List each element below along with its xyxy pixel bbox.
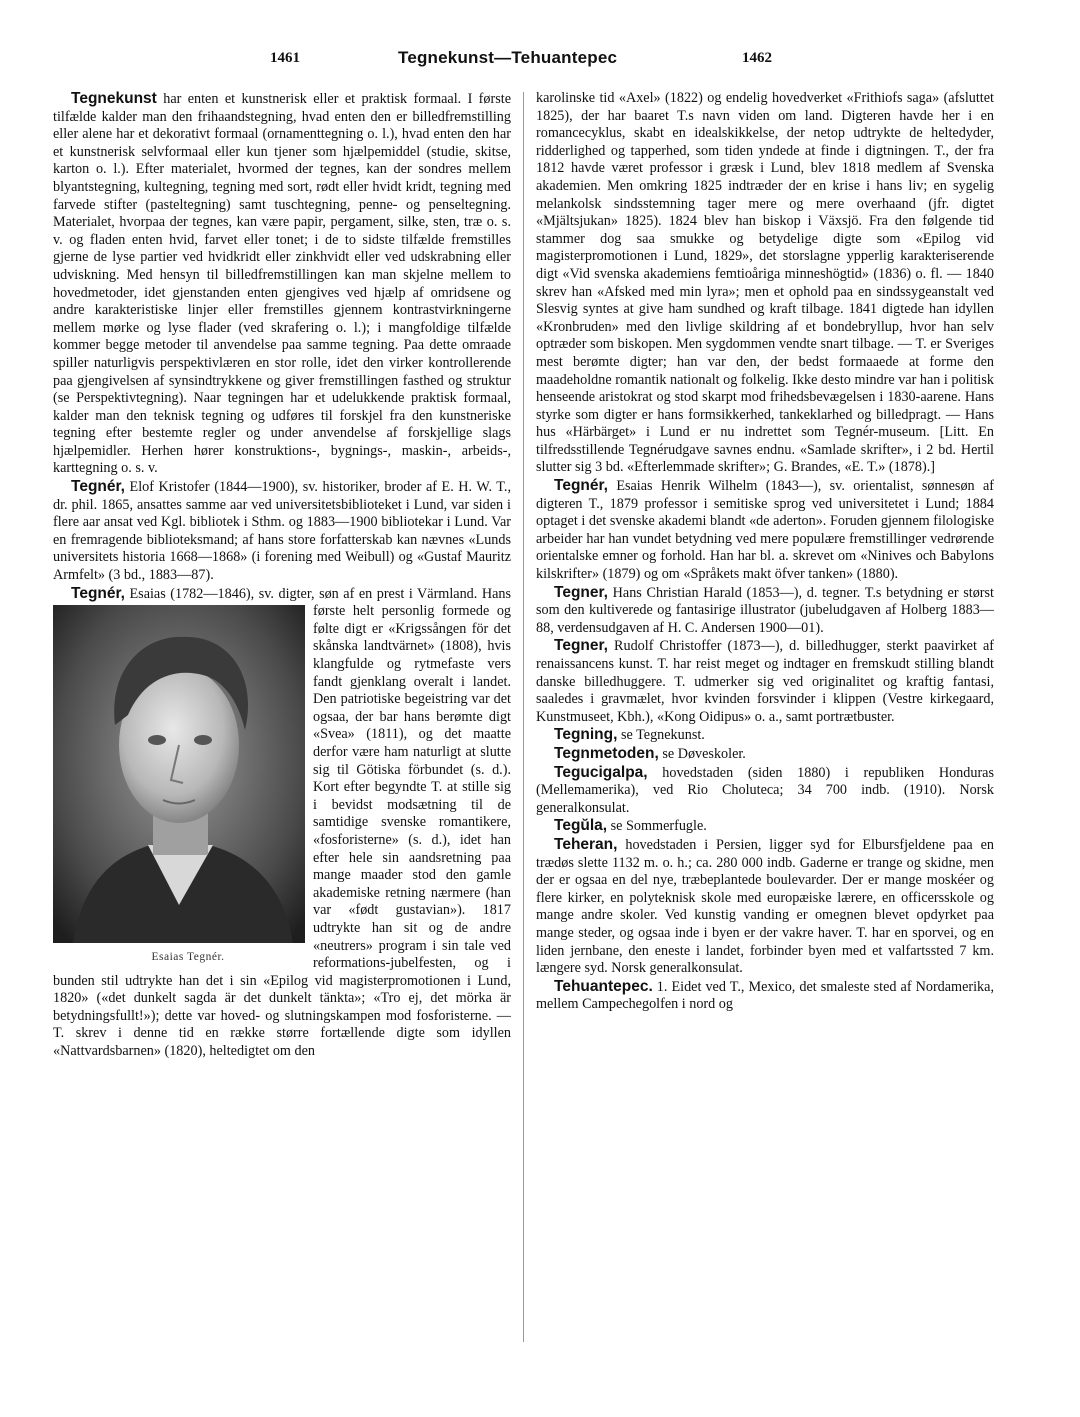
headword: Tegnér, [71, 584, 125, 602]
entry-tegner-esaias-henrik [536, 477, 994, 584]
entry-tegner-rudolf [536, 637, 994, 726]
headword: Tehuantepec. [554, 977, 653, 995]
entry-tegning [536, 726, 994, 745]
headword: Teheran, [554, 835, 618, 853]
entry-teheran [536, 836, 994, 978]
headword: Tegnekunst [71, 90, 157, 107]
entry-text: Rudolf Christoffer (1873—), d. billedhugger, sterkt paavirket af renaissancens kunst. T. har reist meget og indtager en fremskudt stilling blandt danske billedhuggere. T. udmerker sig ved originalitet og kraftig fantasi, saaledes i gravmælet, hvor kvinden forsvinder i klippen (Vestre kirkegaard, Kunstmuseet, Kbh.), «Kong Oidipus» o. a., samt portrætbuster. [536, 638, 994, 725]
column-divider [523, 92, 524, 1342]
entry-text: hovedstaden i Persien, ligger syd for Elbursfjeldene paa en trædøs slette 1132 m. o. h.; ca. 280 000 indb. Gaderne er trange og skidne, men der er ogsaa en del nye, træbeplantede boulevarder. Der er mange moskéer og flere kirker, en polyteknisk skole med europæiske lærere, en officersskole og mange andre skoler. Ved kunstig vanding er omegnen blevet opdyrket paa mange steder, og ogsaa inde i byen er der vakre haver. T. har en sporvei, og en liden jernbane, den eneste i landet, forbinder byen med et valfartssted 7 km. længere syd. Norsk generalkonsulat. [536, 836, 994, 977]
headword: Tegning, [554, 726, 618, 744]
entry-text: Hans Christian Harald (1853—), d. tegner. T.s betydning er størst som den kultiverede og fantasirige illustrator (jubeludgaven af Holberg 1883—88, verdensudgaven af H. C. Andersen 1900—01). [536, 584, 994, 636]
entry-tegner-elof [53, 478, 511, 585]
headword: Tegnér, [71, 478, 125, 496]
entry-tegner-hans [536, 584, 994, 638]
entry-tegula [536, 817, 994, 836]
headword: Tegnér, [554, 477, 608, 495]
running-title: Tegnekunst—Tehuantepec [398, 48, 618, 67]
page-number-right: 1462 [742, 50, 772, 66]
portrait-caption: Esaias Tegnér. [151, 951, 225, 964]
left-column [53, 90, 511, 1061]
headword: Tegner, [554, 583, 608, 601]
portrait-image [53, 605, 305, 943]
entry-text-part: Esaias (1782—1846), sv. digter, søn af en prest i Värmland. Hans første helt personlig formede [124, 585, 511, 620]
entry-text: hovedstaden (siden 1880) i republiken Honduras (Mellemamerika), ved Rio Choluteca; 34 700 indb. (1910). Norsk generalkonsulat. [536, 764, 994, 816]
page-number-left: 1461 [270, 50, 300, 66]
headword: Tegner, [554, 637, 608, 655]
entry-text: karolinske tid «Axel» (1822) og endelig hovedverket «Frithiofs saga» (afsluttet 1825), der har baaret T.s navn viden om land. Digteren havde her i en romancecyklus, skabt en idealskikkelse, der netop udtrykte de heltedyder, ridderlighed og tapperhed, som tiden yndede at finde i digtningen. T., der fra 1812 havde været professor i græsk i Lund, blev 1818 medlem af Svenska akademien. Men omkring 1825 indtræder der en krise i hans liv; en sygelig melankolsk sindsstemning tager mere og mere overhaand (jfr. digtet «Mjältsjukan» 1825). 1824 blev han biskop i Växsjö. Fra den følgende tid stammer dog saa smukke og betydelige digte som «Epilog vid magisterpromotionen i Lund, 1829», det storslagne ypperlig karakteriserende digt «Vid svenska akademiens femtioåriga minneshögtid» (1836) o. fl. — 1840 skrev han «Afsked med min lyra»; men et ophold paa en sindssygeanstalt ved Slesvig syntes at give ham sundhed og kraft tilbage. 1841 digtede han idyllen «Kronbruden» med den livlige skildring af et bondebryllup, hvor han selv optræder som biskopen. Men sygdommen vendte snart tilbage. — T. er Sveriges mest berømte digter; han var den, der bedst formaaede at forme den maadeholdne romantik nationalt og folkelig. Ikke desto mindre var han i politisk henseende aristokrat og stod skarpt mod frihedsbevægelsen i 1830-aarene. Hans styrke som digter er hans formsikkerhed, tankeklarhed og billedpragt. — Hans hus «Härbärget» i Lund er nu indrettet som Tegnér-museum. [Litt. En tilfredsstillende Tegnérudgave savnes endnu. «Samlade skrifter», i 2 bd. Hertil slutter sig 3 bd. «Efterlemmade skrifter»; G. Brandes, «E. T.» (1878).] [536, 90, 994, 476]
entry-text: se Tegnekunst. [617, 727, 705, 744]
entry-tegner-esaias-cont [536, 90, 994, 477]
page-header [0, 50, 1080, 76]
headword: Tegucigalpa, [554, 763, 648, 781]
entry-tehuantepec [536, 978, 994, 1014]
entry-text: har enten et kunstnerisk eller et praktisk formaal. I første tilfælde kalder man den frihaandstegning, hvad enten den er billedfremstilling eller alene har et dekorativt formaal (ornamenttegning o. l.), hvad enten den har et kunstnerisk selvformaal eller kun tjener som hjælpemiddel (studie, skitse, karton o. l.). Efter materialet, hvormed der tegnes, kan der sondres mellem blyantstegning, kultegning, tegning med sort, rødt eller hvidt kridt, tegning med farvede stifter (pasteltegning) samt tuschtegning, penne- og penseltegning. Materialet, hvorpaa der tegnes, kan være papir, pergament, silke, sten, træ o. s. v. og fladen enten hvid, farvet eller tonet; i de to sidste tilfælde fremstilles gjerne de lyse partier ved hvidkridt eller zinkhvidt eller ved udskrabning eller udviskning. Med hensyn til billedfremstillingen kan man skjelne mellem to hovedmetoder, idet gjenstanden enten gjengives ved hjælp af omridsene og andre karakteristiske linjer eller fremstilles gjennem kontrastvirkningerne mellem mørke og lyse flader (ved skrafering o. l.); i mangfoldige tilfælde kommer begge metoder til anvendelse paa samme tegning. Paa dette omraade spiller naturligvis perspektivlæren en stor rolle, idet den virker kontrollerende paa gjengivelsen af synsindtrykkene og giver fremstillingen fasthed og struktur (se Perspektivtegning). Naar tegningen har et udelukkende praktisk formaal, kalder man den teknisk tegning og udføres til forskjel fra den kunstneriske tegning efter bestemte regler og under anvendelse af forskjellige slags hjælpemidler. Herhen hører konstruktions-, bygnings-, maskin-, arbeids-, karttegning o. s. v. [53, 91, 511, 477]
entry-text: se Døveskoler. [658, 745, 746, 762]
entry-text: Elof Kristofer (1844—1900), sv. historiker, broder af E. H. W. T., dr. phil. 1865, ansattes samme aar ved universitetsbiblioteket i Lund, var siden i flere aar ansat ved Kgl. bibliotek i Sthm. og 1883—1900 bibliotekar i Lund. Var en fremragende biblioteksmand; af hans store forfatterskab kan nævnes «Lunds universitets historia 1668—1868» (i forening med Weibull) og «Gustaf Mauritz Armfelt» (3 bd., 1883—87). [53, 479, 511, 584]
entry-text-part: og følte digt er «Krigssången för det skånska landtvärnet» (1808), hvis klangfulde og rytmefaste vers fandt gjenklang overalt i landet. Den patriotiske begeistring var det ogsaa, der bar hans berømte digt «Svea» (1811), og det maatte derfor være ham naturligt at slutte sig til Götiska förbundet (s. d.). Kort efter begyndte T. at stille sig i bevidst modsætning til de samtidige svenske romantikere, «fosforisterne» (s. d.), idet han efter hele sin aandsretning paa mange maader stod den gamle akademiske retning nærmere (han var «født gustavian»). 1817 udtrykte han sit og de andre «neutrers» program i sin tale ved reformations-jubelfesten, og i bunden stil udtrykte han det i sin «Epilog vid magisterpromotionen i Lund, 1820» («det dunkelt sagda är det dunkelt tänkta»; «Tro ej, det mörka är betydningsfullt!»); dette var hoved- og slutningskampen mod fosforisterne. — T. skrev i denne tid en række større fortællende digte som idyllen «Nattvardsbarnen» (1820), heltedigtet om den [53, 603, 511, 1060]
entry-tegnekunst [53, 90, 511, 478]
entry-tegner-esaias [53, 585, 511, 1061]
right-column [536, 90, 994, 1014]
headword: Tegnmetoden, [554, 744, 659, 762]
headword: Tegŭla, [554, 817, 608, 835]
entry-text: se Sommerfugle. [607, 818, 707, 835]
entry-tegnmetoden [536, 745, 994, 764]
portrait-figure [53, 605, 305, 971]
entry-text: Esaias Henrik Wilhelm (1843—), sv. orientalist, sønnesøn af digteren T., 1879 professor i semitiske sprog ved universitetet i Lund; 1884 optaget i det svenske akademi blandt «de aderton». Foruden gjennem filologiske arbeider har han vundet betydning ved mere populære fremstillinger vedrørende orientalske emner og forhold. Han har bl. a. skrevet om «Ninives och Babylons kilskrifter» (1879) og om «Språkets makt öfver tanken» (1880). [536, 478, 994, 583]
entry-text: 1. Eidet ved T., Mexico, det smaleste sted af Nordamerika, mellem Campechegolfen i nord og [536, 978, 994, 1013]
entry-tegucigalpa [536, 764, 994, 818]
